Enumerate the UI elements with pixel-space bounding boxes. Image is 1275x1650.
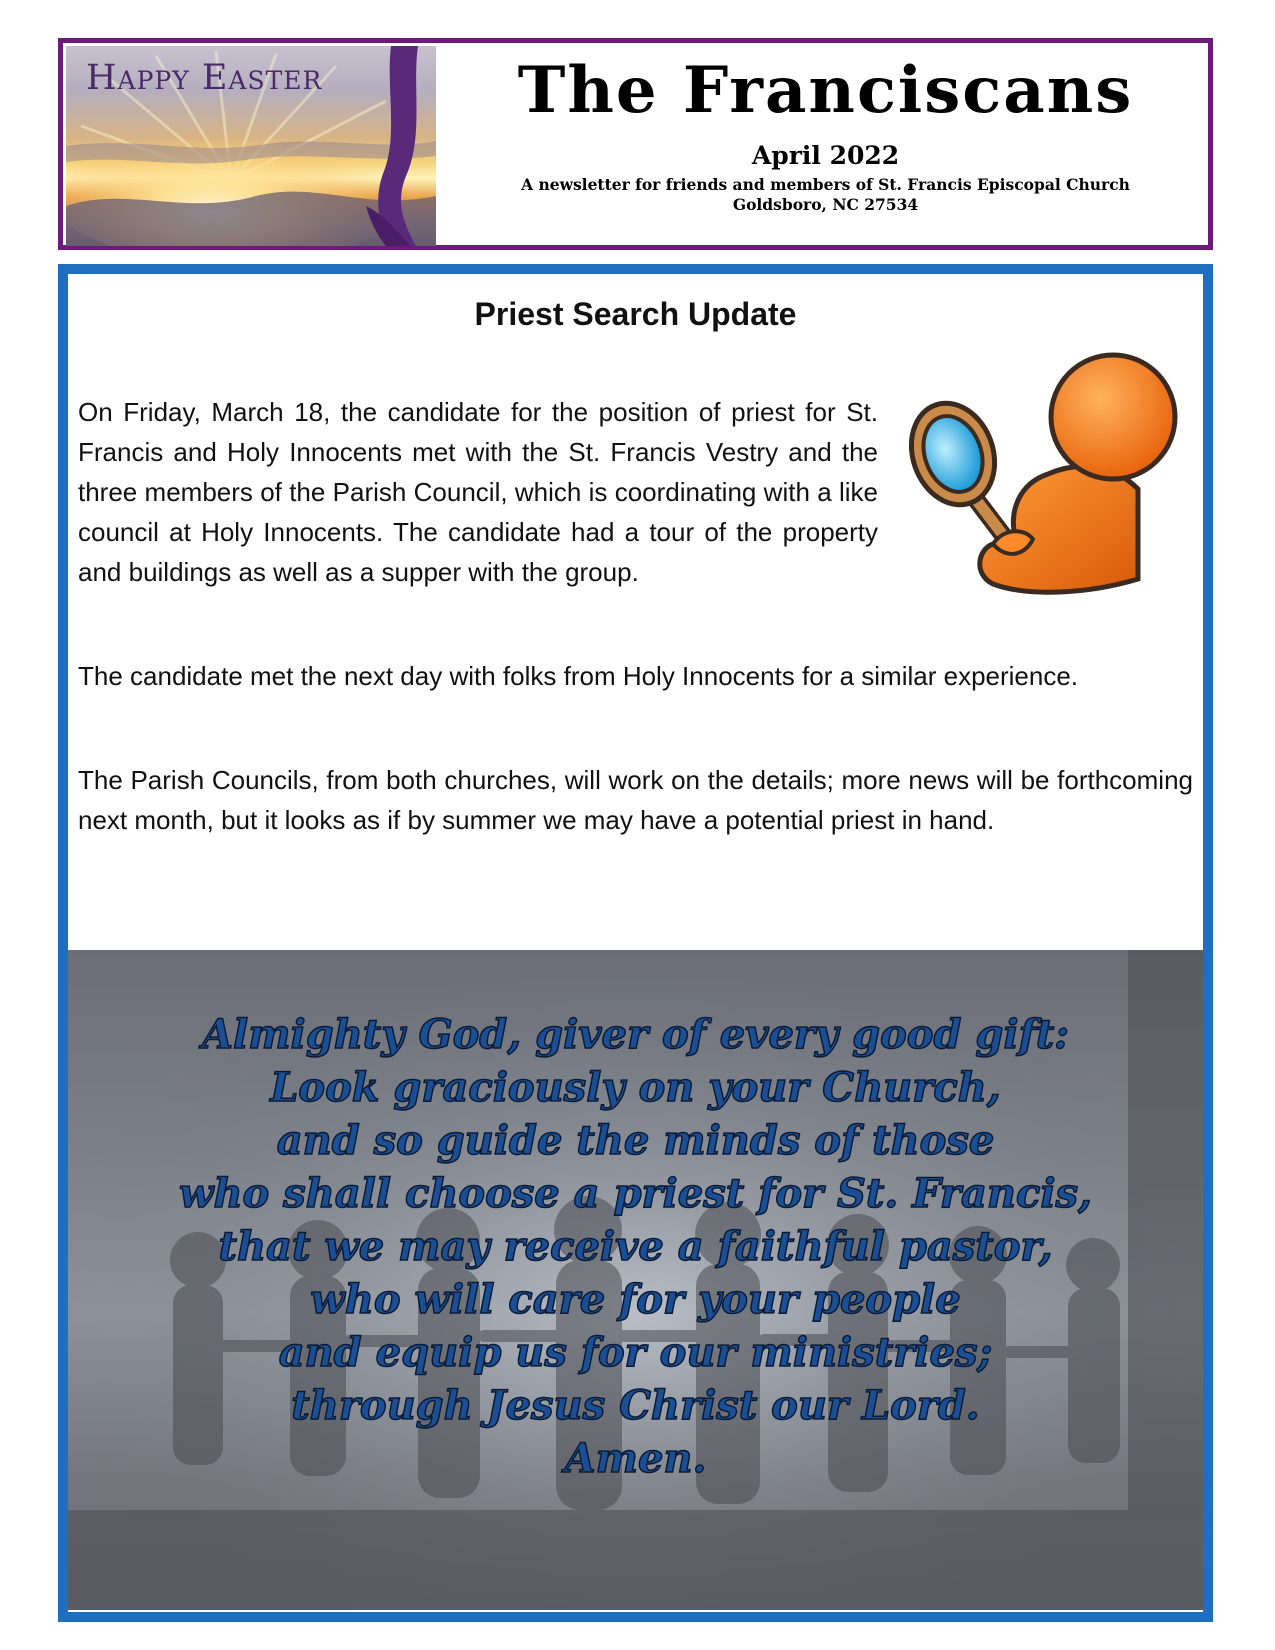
article-heading: Priest Search Update [474,296,797,332]
prayer-line: through Jesus Christ our Lord. [291,1382,980,1429]
magnifying-glass-person-icon [898,339,1188,613]
prayer-text [68,1008,1203,1485]
prayer-line: Amen. [564,1435,707,1482]
masthead [58,38,1213,250]
prayer-line: and equip us for our ministries; [278,1329,993,1376]
article-box [58,264,1213,1622]
article-paragraph: On Friday, March 18, the candidate for the position of priest for St. Francis and Holy Innocents met with the St. Francis Vestry and the three members of the Parish Council, which is coordinating with a like council at Holy Innocents. The candidate had a tour of the property and buildings as well as a supper with the group. [78,397,878,587]
article-paragraph: The Parish Councils, from both churches, will work on the details; more news will be forthcoming next month, but it looks as if by summer we may have a potential priest in hand. [78,765,1193,835]
prayer-panel [68,950,1203,1610]
newsletter-title: The Franciscans [517,53,1134,128]
easter-banner-image [66,46,436,246]
easter-greeting: Happy Easter [86,58,323,98]
newsletter-location: Goldsboro, NC 27534 [732,195,919,214]
issue-date: April 2022 [751,141,900,170]
prayer-line: and so guide the minds of those [276,1117,995,1164]
prayer-line: who will care for your people [310,1276,961,1323]
article-paragraph: The candidate met the next day with folks from Holy Innocents for a similar experience. [78,661,1079,691]
prayer-line: Almighty God, giver of every good gift: [202,1011,1069,1058]
prayer-line: Look graciously on your Church, [270,1064,1001,1111]
prayer-line: that we may receive a faithful pastor, [218,1223,1053,1270]
prayer-line: who shall choose a priest for St. Francis, [179,1170,1092,1217]
newsletter-tagline: A newsletter for friends and members of St. Francis Episcopal Church [521,175,1130,194]
